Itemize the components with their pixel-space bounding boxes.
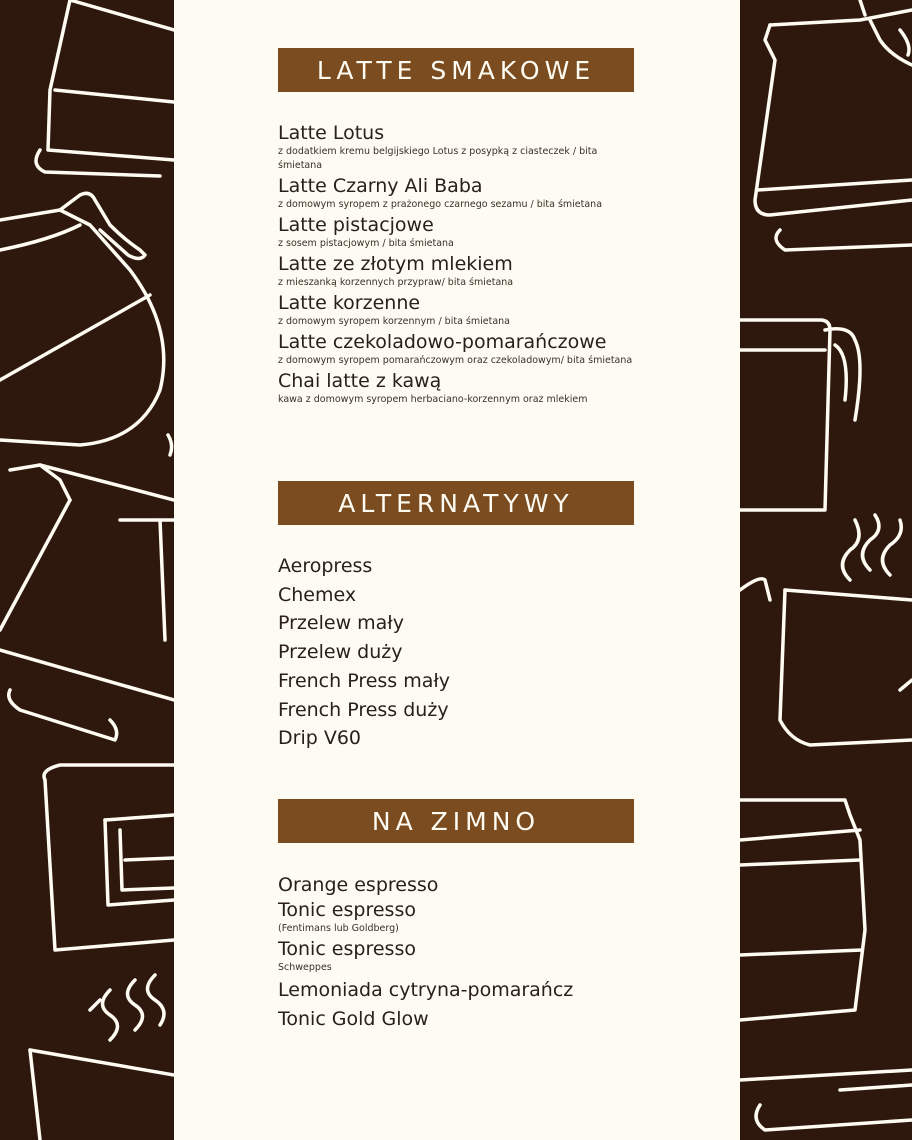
list-item: Przelew duży bbox=[278, 641, 403, 664]
menu-section-latte-smakowe bbox=[278, 121, 638, 408]
list-item bbox=[278, 369, 638, 407]
list-item: French Press mały bbox=[278, 669, 451, 692]
list-item bbox=[278, 121, 638, 173]
list-item bbox=[278, 252, 638, 290]
item-name: Lemoniada cytryna-pomarańcz bbox=[278, 979, 574, 1001]
list-item bbox=[278, 174, 638, 212]
french-press-icon bbox=[0, 465, 174, 740]
section-title-alternatywy: ALTERNATYWY bbox=[278, 481, 634, 525]
item-name: Latte Lotus bbox=[278, 122, 385, 144]
item-description: z mieszanką korzennych przypraw/ bita śmietana bbox=[278, 277, 514, 288]
item-description: z sosem pistacjowym / bita śmietana bbox=[278, 238, 454, 249]
list-item bbox=[278, 1005, 638, 1034]
section-title-na-zimno: NA ZIMNO bbox=[278, 799, 634, 843]
list-item: Drip V60 bbox=[278, 727, 361, 750]
grinder-icon bbox=[44, 765, 174, 950]
item-name: Latte pistacjowe bbox=[278, 214, 434, 236]
item-name: Latte czekoladowo-pomarańczowe bbox=[278, 331, 607, 353]
list-item bbox=[278, 872, 638, 898]
list-item bbox=[278, 898, 638, 936]
item-name: Latte ze złotym mlekiem bbox=[278, 253, 513, 275]
list-item bbox=[278, 213, 638, 251]
right-decor-panel bbox=[740, 0, 912, 1140]
list-item: French Press duży bbox=[278, 698, 449, 721]
coffee-cup-icon bbox=[30, 975, 174, 1140]
item-name: Latte Czarny Ali Baba bbox=[278, 175, 483, 197]
item-description: Schweppes bbox=[278, 962, 332, 973]
item-description: kawa z domowym syropem herbaciano-korzennym oraz mlekiem bbox=[278, 394, 588, 405]
menu-page bbox=[174, 0, 740, 1140]
mug-icon bbox=[740, 320, 860, 510]
menu-section-alternatywy bbox=[278, 552, 638, 753]
list-item: Chemex bbox=[278, 583, 357, 606]
left-decor-panel bbox=[0, 0, 174, 1140]
moka-pot-icon bbox=[755, 0, 912, 250]
item-description: z domowym syropem pomarańczowym oraz czekoladowym/ bita śmietana bbox=[278, 355, 633, 366]
jar-icon bbox=[740, 800, 912, 1130]
menu-section-na-zimno bbox=[278, 872, 638, 1034]
list-item bbox=[278, 937, 638, 975]
item-description: z dodatkiem kremu belgijskiego Lotus z posypką z ciasteczek / bita śmietana bbox=[278, 146, 598, 171]
item-name: Tonic espresso bbox=[278, 938, 416, 960]
item-description: z domowym syropem z prażonego czarnego sezamu / bita śmietana bbox=[278, 199, 603, 210]
item-description: (Fentimans lub Goldberg) bbox=[278, 923, 399, 934]
coffee-cup-icon bbox=[740, 515, 912, 745]
item-description: z domowym syropem korzennym / bita śmietana bbox=[278, 316, 510, 327]
item-name: Latte korzenne bbox=[278, 292, 421, 314]
moka-pot-icon bbox=[36, 0, 174, 176]
list-item: Aeropress bbox=[278, 555, 373, 577]
list-item bbox=[278, 976, 638, 1005]
item-name: Tonic Gold Glow bbox=[278, 1008, 429, 1030]
section-title-latte-smakowe: LATTE SMAKOWE bbox=[278, 48, 634, 92]
list-item: Przelew mały bbox=[278, 612, 404, 635]
item-name: Orange espresso bbox=[278, 874, 439, 896]
list-item bbox=[278, 291, 638, 329]
item-name: Chai latte z kawą bbox=[278, 370, 442, 392]
kettle-icon bbox=[0, 193, 172, 455]
item-name: Tonic espresso bbox=[278, 899, 416, 921]
list-item bbox=[278, 330, 638, 368]
